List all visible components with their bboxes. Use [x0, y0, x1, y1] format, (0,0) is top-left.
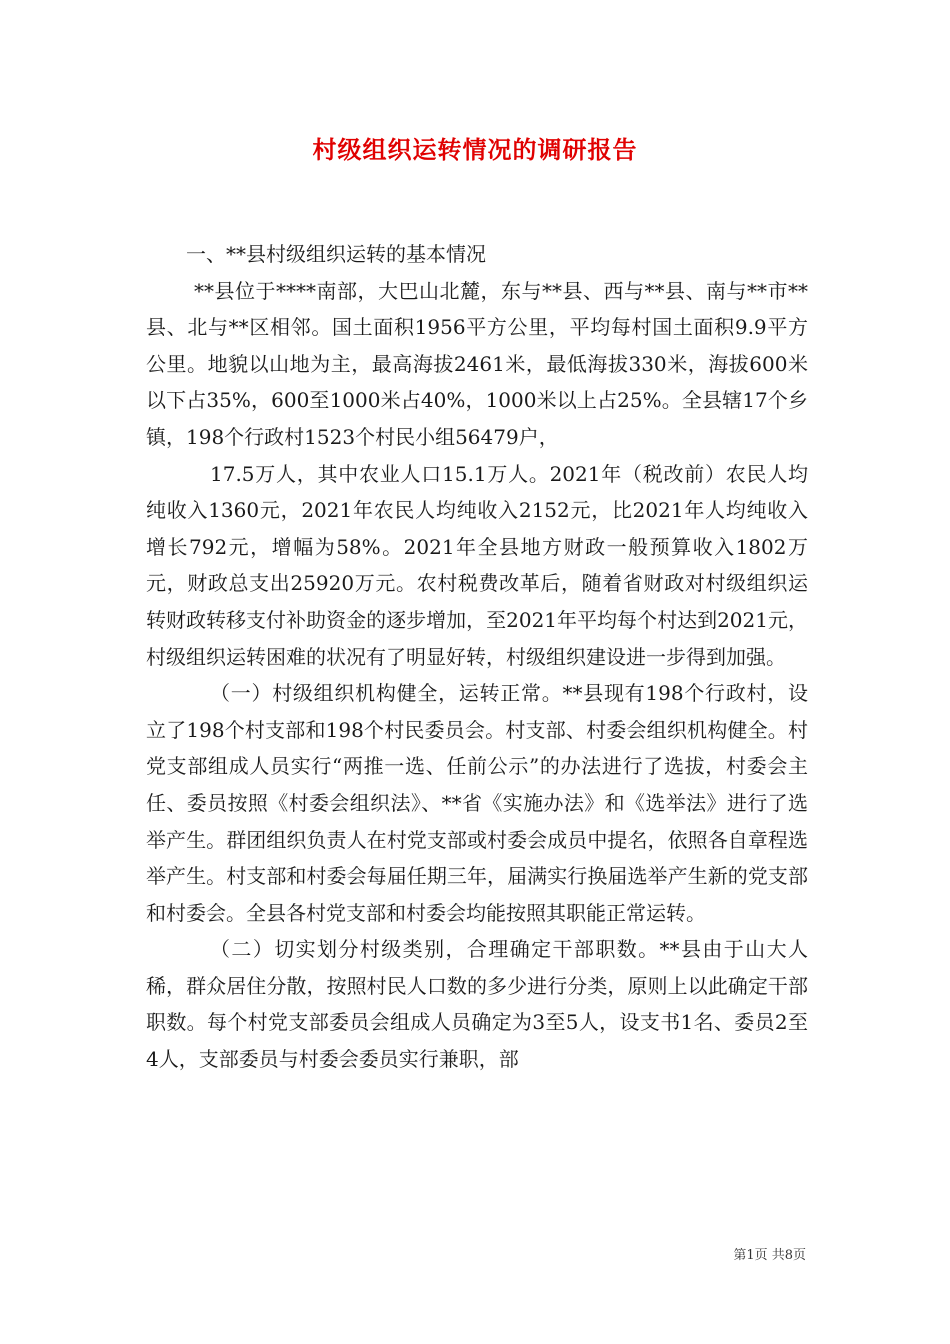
document-body: [146, 236, 808, 1078]
paragraph: （一）村级组织机构健全，运转正常。**县现有198个行政村，设立了198个村支部和198个村民委员会。村支部、村委会组织机构健全。村党支部组成人员实行“两推一选、任前公示”的办法进行了选拔，村委会主任、委员按照《村委会组织法》、**省《实施办法》和《选举法》进行了选举产生。群团组织负责人在村党支部或村委会成员中提名，依照各自章程选举产生。村支部和村委会每届任期三年，届满实行换届选举产生新的党支部和村委会。全县各村党支部和村委会均能按照其职能正常运转。: [146, 681, 808, 925]
section-heading: 一、**县村级组织运转的基本情况: [186, 242, 486, 266]
paragraph: （二）切实划分村级类别，合理确定干部职数。**县由于山大人稀，群众居住分散，按照村民人口数的多少进行分类，原则上以此确定干部职数。每个村党支部委员会组成人员确定为3至5人，设支书1名、委员2至4人，支部委员与村委会委员实行兼职，部: [146, 937, 808, 1072]
page-number: 第1页 共8页: [733, 1248, 806, 1263]
paragraph: 17.5万人，其中农业人口15.1万人。2021年（税改前）农民人均纯收入1360元，2021年农民人均纯收入2152元，比2021年人均纯收入增长792元，增幅为58%。2021年全县地方财政一般预算收入1802万元，财政总支出25920万元。农村税费改革后，随着省财政对村级组织运转财政转移支付补助资金的逐步增加，至2021年平均每个村达到2021元，村级组织运转困难的状况有了明显好转，村级组织建设进一步得到加强。: [146, 461, 808, 669]
document-title: 村级组织运转情况的调研报告: [312, 135, 638, 164]
paragraph: **县位于****南部，大巴山北麓，东与**县、西与**县、南与**市**县、北与**区相邻。国土面积1956平方公里，平均每村国土面积9.9平方公里。地貌以山地为主，最高海拔2461米，最低海拔330米，海拔600米以下占35%，600至1000米占40%，1000米以上占25%。全县辖17个乡镇，198个行政村1523个村民小组56479户，: [146, 278, 808, 449]
